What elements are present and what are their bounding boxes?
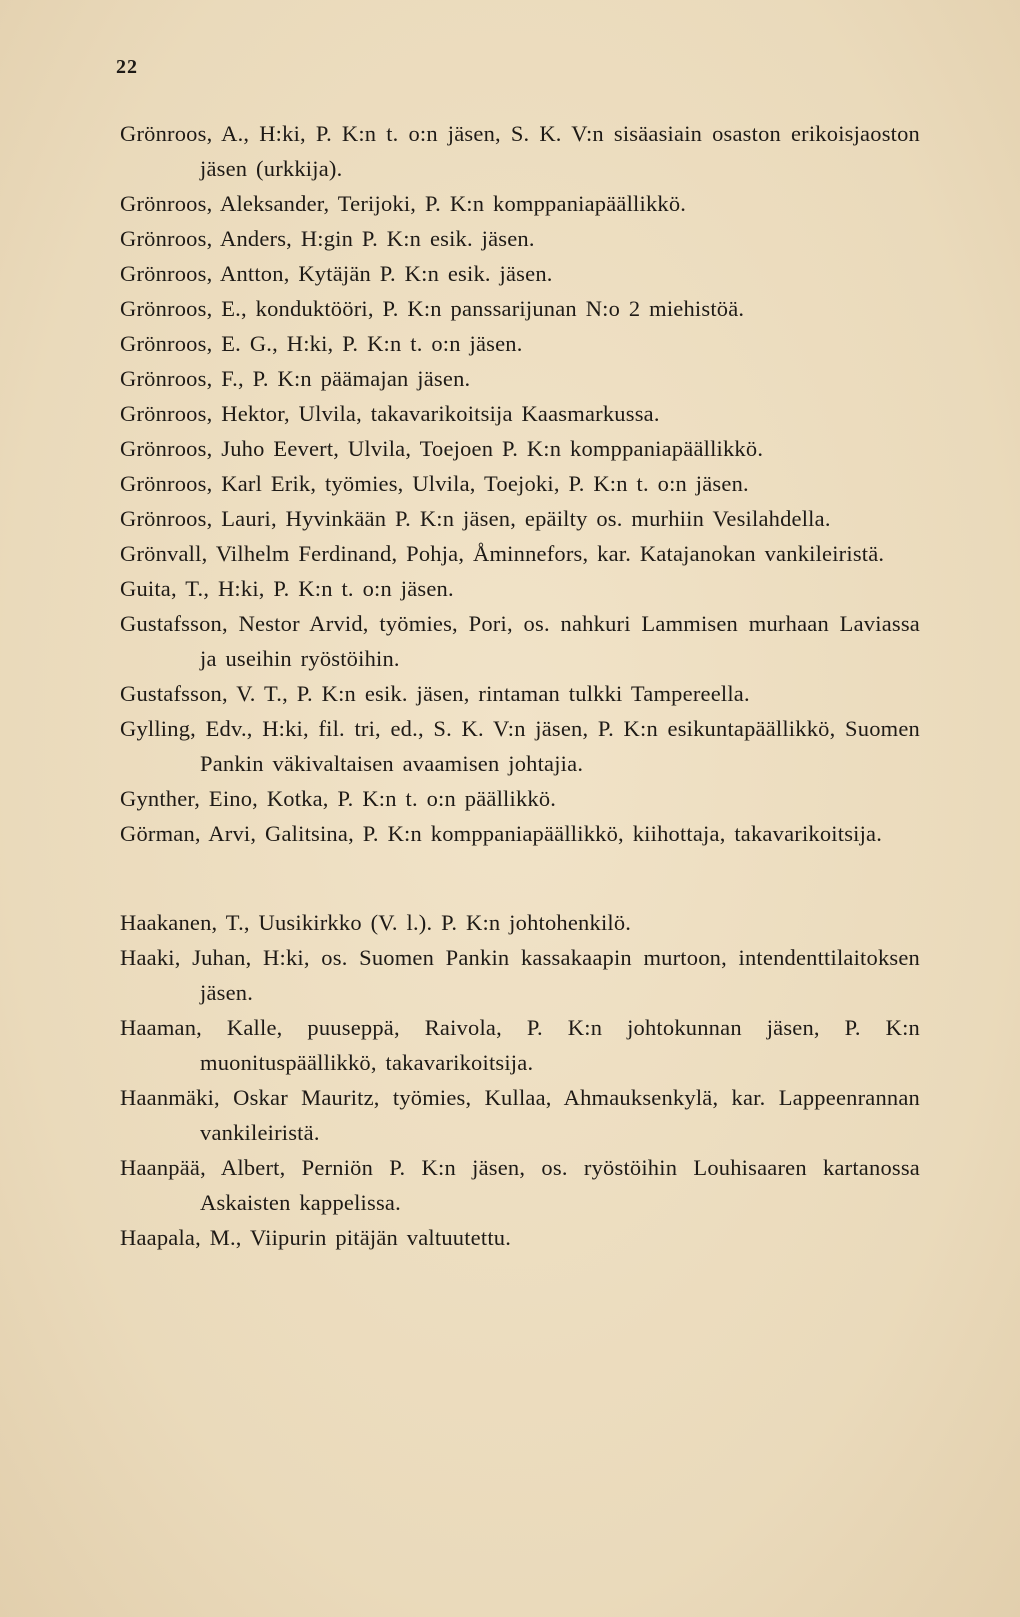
entry: Grönroos, Karl Erik, työmies, Ulvila, Toejoki, P. K:n t. o:n jäsen. (120, 471, 749, 496)
entry: Grönroos, F., P. K:n päämajan jäsen. (120, 366, 471, 391)
entry: Grönroos, Anders, H:gin P. K:n esik. jäsen. (120, 226, 535, 251)
entry: Grönroos, Aleksander, Terijoki, P. K:n komppaniapäällikkö. (120, 191, 687, 216)
entry: Grönroos, Antton, Kytäjän P. K:n esik. jäsen. (120, 261, 553, 286)
entry: Grönroos, Hektor, Ulvila, takavarikoitsija Kaasmarkussa. (120, 401, 660, 426)
page-number: 22 (116, 56, 138, 78)
register-entries (120, 116, 920, 1255)
entry: Haakanen, T., Uusikirkko (V. l.). P. K:n johtohenkilö. (120, 910, 632, 935)
entry: Haanpää, Albert, Perniön P. K:n jäsen, os. ryöstöihin Louhisaaren kartanossa Askaisten kappelissa. (120, 1155, 920, 1215)
entry: Görman, Arvi, Galitsina, P. K:n komppaniapäällikkö, kiihottaja, takavarikoitsija. (120, 821, 883, 846)
section-h (120, 905, 920, 1255)
entry: Gustafsson, Nestor Arvid, työmies, Pori, os. nahkuri Lammisen murhaan Laviassa ja useihin ryöstöihin. (120, 611, 920, 671)
entry: Grönvall, Vilhelm Ferdinand, Pohja, Åminnefors, kar. Katajanokan vankileiristä. (120, 541, 885, 566)
section-divider (120, 851, 920, 905)
entry: Haapala, M., Viipurin pitäjän valtuutettu. (120, 1225, 512, 1250)
entry: Haaman, Kalle, puuseppä, Raivola, P. K:n johtokunnan jäsen, P. K:n muonituspäällikkö, takavarikoitsija. (120, 1015, 920, 1075)
section-g (120, 116, 920, 851)
entry: Grönroos, E., konduktööri, P. K:n panssarijunan N:o 2 miehistöä. (120, 296, 745, 321)
entry: Gylling, Edv., H:ki, fil. tri, ed., S. K. V:n jäsen, P. K:n esikuntapäällikkö, Suomen Pankin väkivaltaisen avaamisen johtajia. (120, 716, 920, 776)
entry: Grönroos, Juho Eevert, Ulvila, Toejoen P. K:n komppaniapäällikkö. (120, 436, 764, 461)
entry: Guita, T., H:ki, P. K:n t. o:n jäsen. (120, 576, 454, 601)
entry: Haaki, Juhan, H:ki, os. Suomen Pankin kassakaapin murtoon, intendenttilaitoksen jäsen. (120, 945, 920, 1005)
entry: Grönroos, Lauri, Hyvinkään P. K:n jäsen, epäilty os. murhiin Vesilahdella. (120, 506, 831, 531)
entry: Grönroos, A., H:ki, P. K:n t. o:n jäsen, S. K. V:n sisäasiain osaston erikoisjaoston jäsen (urkkija). (120, 121, 920, 181)
entry: Haanmäki, Oskar Mauritz, työmies, Kullaa, Ahmauksenkylä, kar. Lappeenrannan vankileiristä. (120, 1085, 920, 1145)
entry: Gustafsson, V. T., P. K:n esik. jäsen, rintaman tulkki Tampereella. (120, 681, 750, 706)
entry: Grönroos, E. G., H:ki, P. K:n t. o:n jäsen. (120, 331, 523, 356)
entry: Gynther, Eino, Kotka, P. K:n t. o:n päällikkö. (120, 786, 557, 811)
